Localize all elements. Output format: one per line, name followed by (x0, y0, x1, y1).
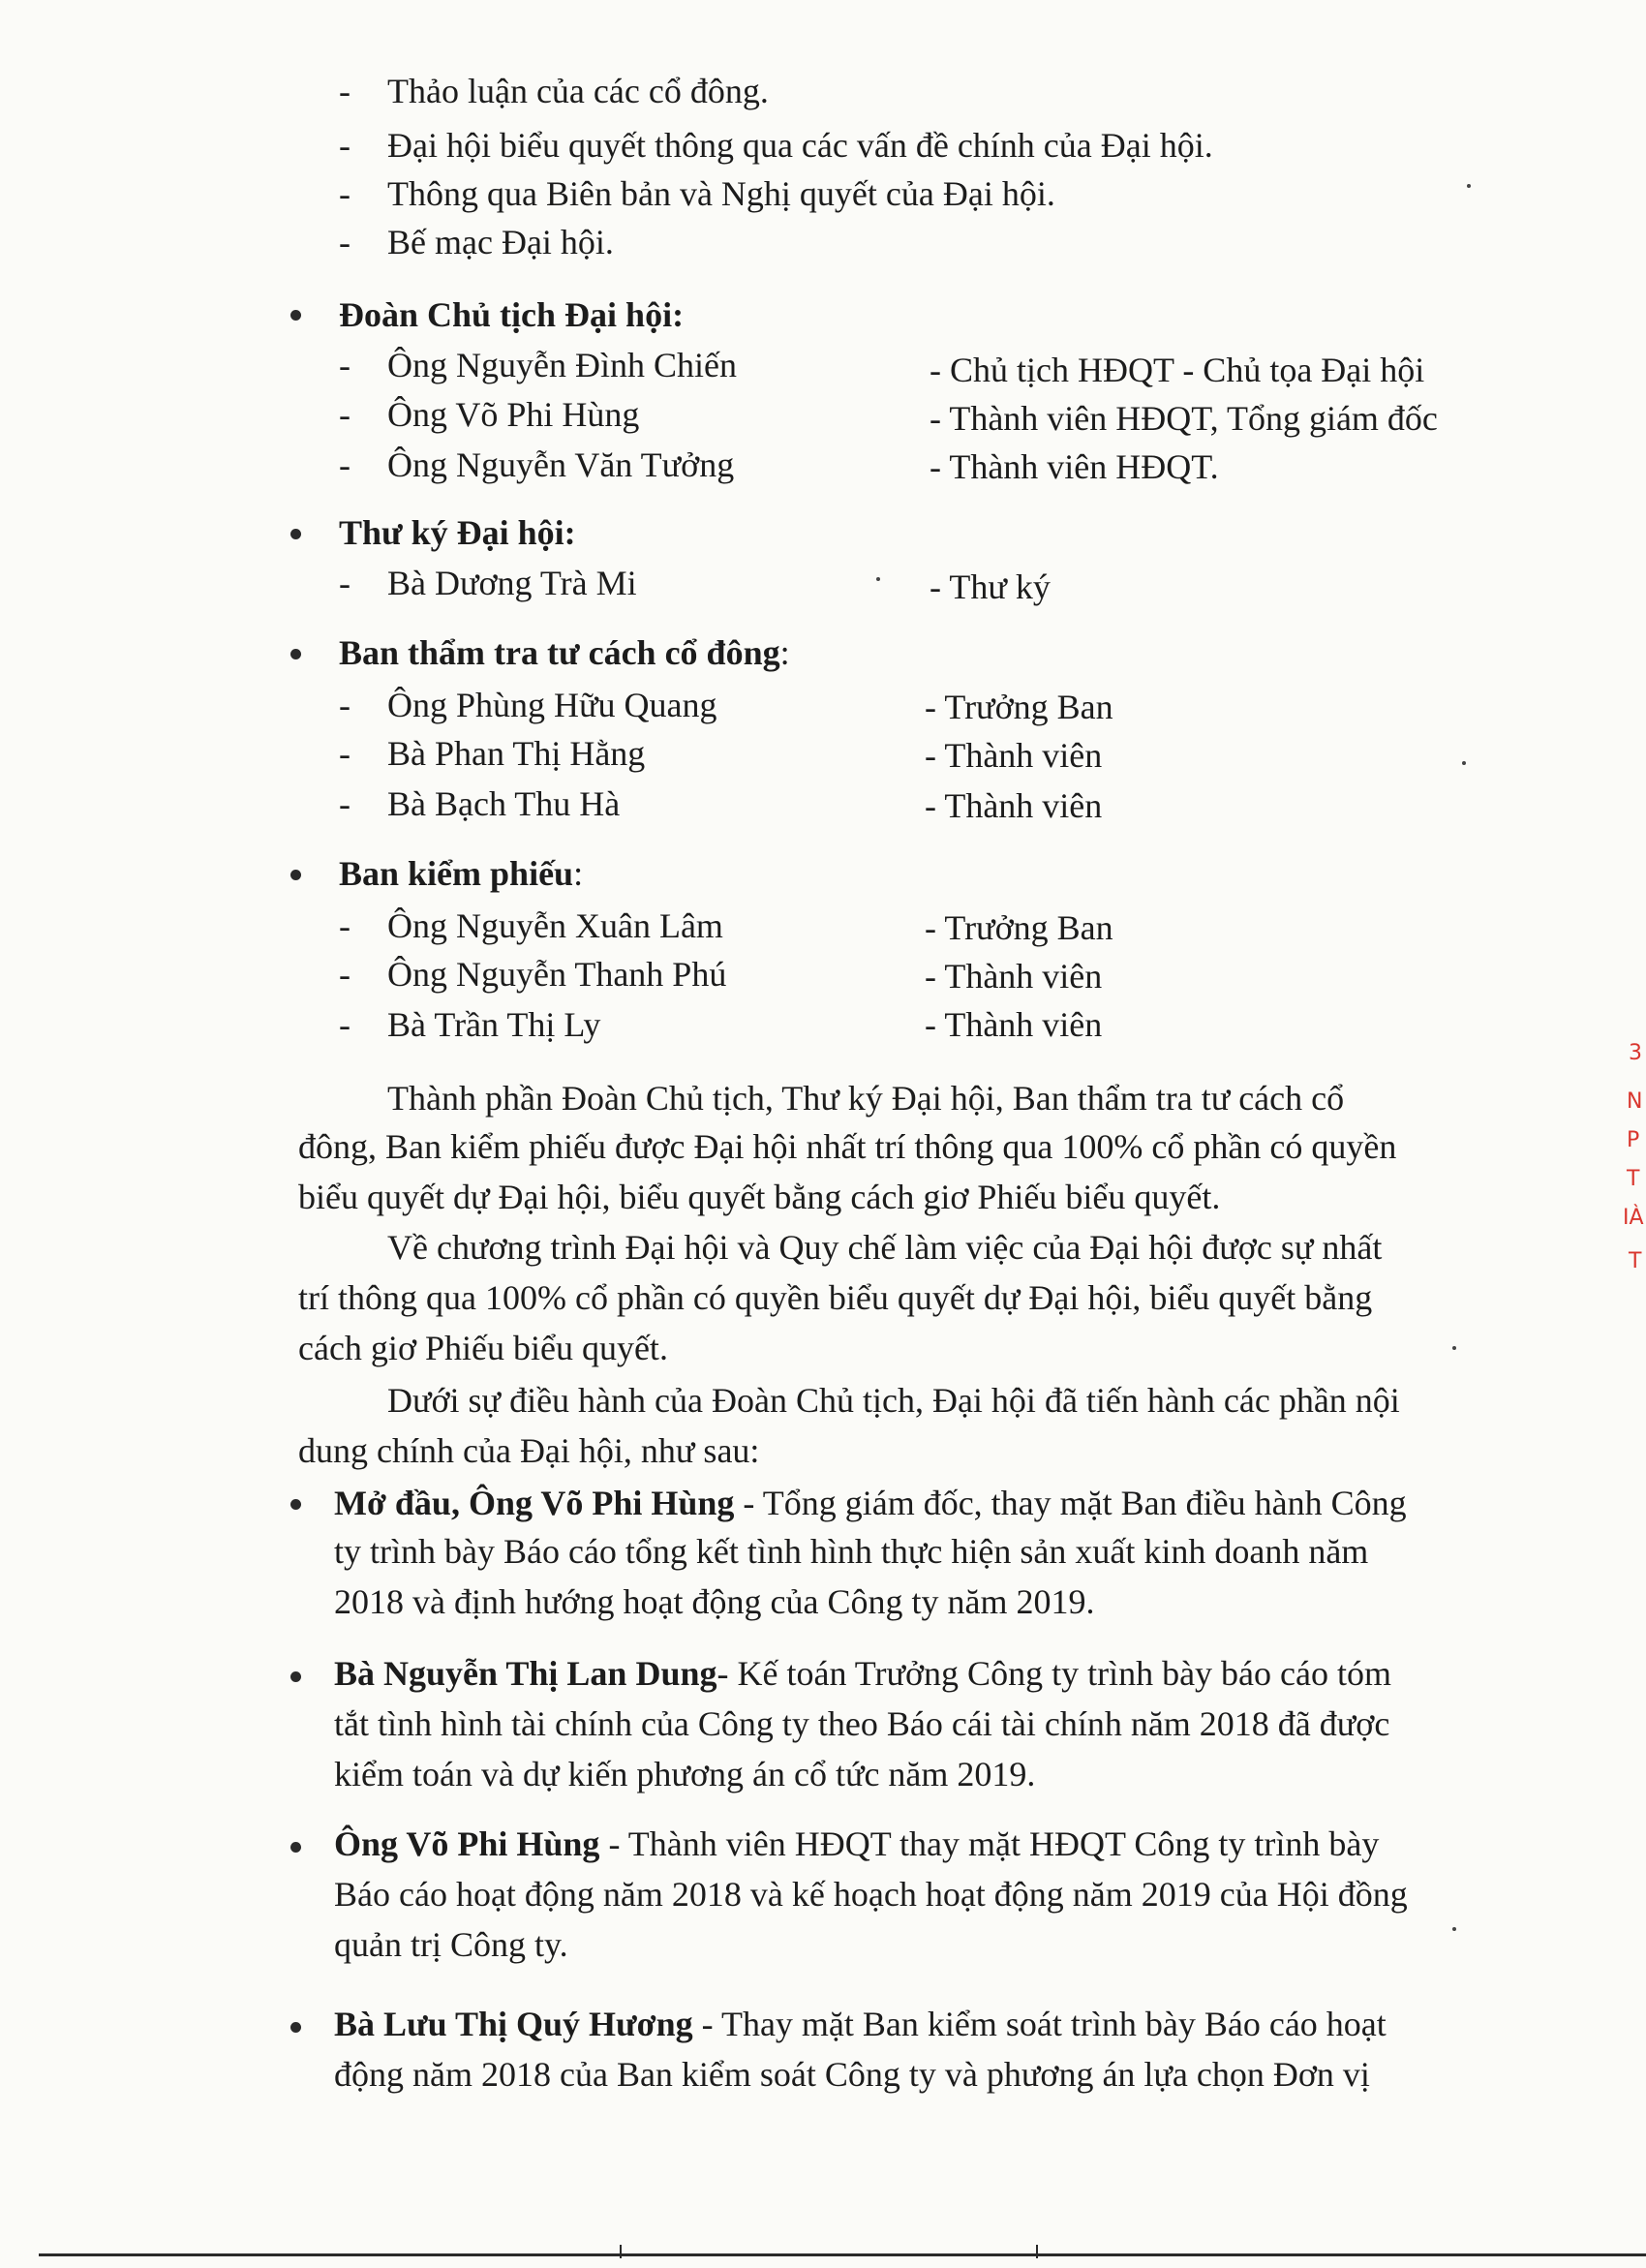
stamp-mark: 3 (1629, 1041, 1642, 1065)
bullet-icon (290, 310, 301, 321)
text-line: biểu quyết dự Đại hội, biểu quyết bằng cách giơ Phiếu biểu quyết. (298, 1178, 1221, 1216)
scan-speck (1452, 1927, 1456, 1931)
agenda-item: Đại hội biểu quyết thông qua các vấn đề chính của Đại hội. (387, 126, 1213, 165)
rule-tick (620, 2245, 622, 2258)
text-line: dung chính của Đại hội, như sau: (298, 1431, 760, 1470)
member-name: Bà Trần Thị Ly (387, 1005, 601, 1044)
scan-speck (1467, 184, 1471, 188)
member-name: Ông Võ Phi Hùng (387, 395, 640, 434)
bullet-icon (290, 529, 301, 539)
text-line: ty trình bày Báo cáo tổng kết tình hình thực hiện sản xuất kinh doanh năm (334, 1532, 1369, 1571)
member-role: - Trưởng Ban (925, 908, 1113, 947)
member-role: - Thành viên HĐQT. (930, 447, 1219, 486)
dash-marker: - (339, 174, 351, 213)
text-line: Dưới sự điều hành của Đoàn Chủ tịch, Đại hội đã tiến hành các phần nội (387, 1381, 1400, 1420)
section-heading: Thư ký Đại hội: (339, 513, 576, 552)
text-line: kiểm toán và dự kiến phương án cổ tức năm 2019. (334, 1755, 1036, 1793)
text-line: Ông Võ Phi Hùng - Thành viên HĐQT thay mặt HĐQT Công ty trình bày (334, 1824, 1380, 1863)
dash-marker: - (339, 395, 351, 434)
agenda-item: Thông qua Biên bản và Nghị quyết của Đại hội. (387, 174, 1055, 213)
member-name: Bà Dương Trà Mi (387, 564, 637, 602)
stamp-mark: N (1627, 1089, 1643, 1114)
dash-marker: - (339, 346, 351, 384)
stamp-mark: IÀ (1623, 1206, 1644, 1230)
member-name: Bà Phan Thị Hằng (387, 734, 646, 773)
text-line: Mở đầu, Ông Võ Phi Hùng - Tổng giám đốc, thay mặt Ban điều hành Công (334, 1484, 1407, 1522)
bullet-icon (290, 2022, 301, 2033)
text-line: Báo cáo hoạt động năm 2018 và kế hoạch hoạt động năm 2019 của Hội đồng (334, 1875, 1408, 1914)
member-name: Ông Nguyễn Xuân Lâm (387, 906, 723, 945)
dash-marker: - (339, 72, 351, 110)
dash-marker: - (339, 445, 351, 484)
agenda-item: Thảo luận của các cổ đông. (387, 72, 769, 110)
dash-marker: - (339, 784, 351, 823)
dash-marker: - (339, 686, 351, 724)
bullet-icon (290, 870, 301, 880)
dash-marker: - (339, 906, 351, 945)
agenda-item: Bế mạc Đại hội. (387, 223, 614, 261)
text-line: 2018 và định hướng hoạt động của Công ty năm 2019. (334, 1582, 1095, 1621)
member-role: - Thư ký (930, 567, 1051, 606)
member-role: - Thành viên (925, 786, 1103, 825)
page-bottom-rule (39, 2253, 1646, 2256)
stamp-mark: T (1629, 1249, 1642, 1273)
member-name: Ông Nguyễn Thanh Phú (387, 955, 727, 994)
bullet-icon (290, 649, 301, 659)
stamp-mark: T (1627, 1167, 1640, 1191)
stamp-mark: P (1627, 1128, 1640, 1152)
member-role: - Thành viên (925, 957, 1103, 996)
dash-marker: - (339, 734, 351, 773)
text-line: động năm 2018 của Ban kiểm soát Công ty và phương án lựa chọn Đơn vị (334, 2055, 1370, 2094)
dash-marker: - (339, 564, 351, 602)
member-role: - Thành viên (925, 736, 1103, 775)
text-line: Bà Nguyễn Thị Lan Dung- Kế toán Trưởng Công ty trình bày báo cáo tóm (334, 1654, 1391, 1693)
text-line: tắt tình hình tài chính của Công ty theo Báo cái tài chính năm 2018 đã được (334, 1704, 1390, 1743)
member-name: Ông Nguyễn Văn Tưởng (387, 445, 735, 484)
member-name: Ông Phùng Hữu Quang (387, 686, 717, 724)
scan-speck (876, 577, 880, 581)
section-heading: Ban thẩm tra tư cách cổ đông: (339, 633, 790, 672)
text-line: Thành phần Đoàn Chủ tịch, Thư ký Đại hội, Ban thẩm tra tư cách cổ (387, 1079, 1345, 1118)
dash-marker: - (339, 955, 351, 994)
bullet-icon (290, 1842, 301, 1853)
member-role: - Chủ tịch HĐQT - Chủ tọa Đại hội (930, 351, 1425, 389)
rule-tick (1036, 2245, 1038, 2258)
member-role: - Thành viên (925, 1005, 1103, 1044)
dash-marker: - (339, 126, 351, 165)
member-role: - Trưởng Ban (925, 688, 1113, 726)
text-line: cách giơ Phiếu biểu quyết. (298, 1329, 668, 1367)
text-line: đông, Ban kiểm phiếu được Đại hội nhất trí thông qua 100% cổ phần có quyền (298, 1127, 1397, 1166)
dash-marker: - (339, 223, 351, 261)
section-heading: Đoàn Chủ tịch Đại hội: (339, 295, 685, 334)
text-line: Về chương trình Đại hội và Quy chế làm việc của Đại hội được sự nhất (387, 1228, 1383, 1267)
bullet-icon (290, 1671, 301, 1682)
text-line: trí thông qua 100% cổ phần có quyền biểu quyết dự Đại hội, biểu quyết bằng (298, 1278, 1373, 1317)
text-line: Bà Lưu Thị Quý Hương - Thay mặt Ban kiểm soát trình bày Báo cáo hoạt (334, 2005, 1387, 2043)
section-heading: Ban kiểm phiếu: (339, 854, 584, 893)
text-line: quản trị Công ty. (334, 1925, 568, 1964)
bullet-icon (290, 1499, 301, 1510)
member-name: Ông Nguyễn Đình Chiến (387, 346, 737, 384)
member-name: Bà Bạch Thu Hà (387, 784, 621, 823)
scan-speck (1452, 1346, 1456, 1350)
member-role: - Thành viên HĐQT, Tổng giám đốc (930, 399, 1438, 438)
scan-speck (1462, 761, 1466, 765)
dash-marker: - (339, 1005, 351, 1044)
